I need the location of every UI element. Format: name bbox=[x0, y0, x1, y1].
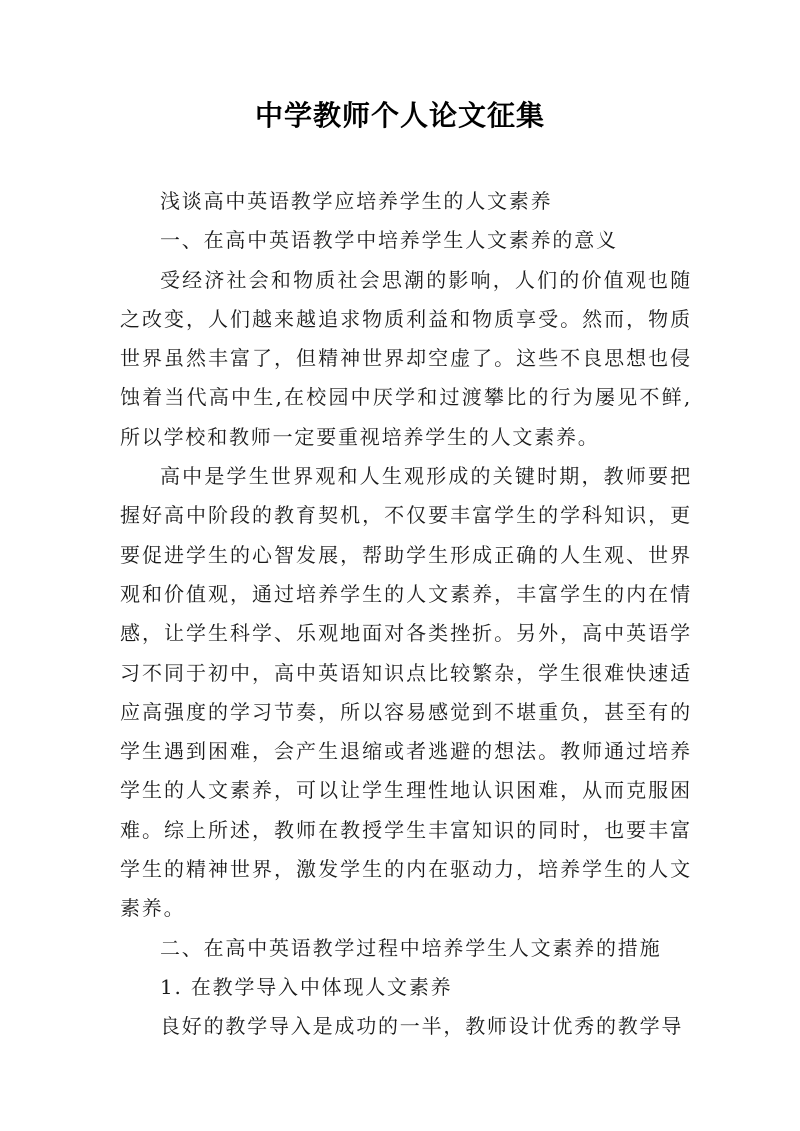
essay-title: 浅谈高中英语教学应培养学生的人文素养 bbox=[160, 189, 553, 213]
document-title: 中学教师个人论文征集 bbox=[254, 99, 545, 132]
document-body bbox=[120, 182, 692, 1047]
section-heading-1: 一、在高中英语教学中培养学生人文素养的意义 bbox=[160, 228, 618, 253]
subsection-heading-1: 1. 在教学导入中体现人文素养 bbox=[160, 974, 453, 999]
section-heading-2: 二、在高中英语教学过程中培养学生人文素养的措施 bbox=[160, 935, 662, 960]
paragraph-2: 高中是学生世界观和人生观形成的关键时期，教师要把握好高中阶段的教育契机，不仅要丰富学生的学科知识，更要促进学生的心智发展，帮助学生形成正确的人生观、世界观和价值观，通过培养学生的人文素养，丰富学生的内在情感，让学生科学、乐观地面对各类挫折。另外，高中英语学习不同于初中，高中英语知识点比较繁杂，学生很难快速适应高强度的学习节奏，所以容易感觉到不堪重负，甚至有的学生遇到困难，会产生退缩或者逃避的想法。教师通过培养学生的人文素养，可以让学生理性地认识困难，从而克服困难。综上所述，教师在教授学生丰富知识的同时，也要丰富学生的精神世界，激发学生的内在驱动力，培养学生的人文素养。 bbox=[120, 464, 692, 921]
paragraph-3: 良好的教学导入是成功的一半，教师设计优秀的教学导 bbox=[160, 1014, 684, 1039]
paragraph-1: 受经济社会和物质社会思潮的影响，人们的价值观也随之改变，人们越来越追求物质利益和物质享受。然而，物质世界虽然丰富了，但精神世界却空虚了。这些不良思想也侵蚀着当代高中生,在校园中厌学和过渡攀比的行为屡见不鲜,所以学校和教师一定要重视培养学生的人文素养。 bbox=[120, 267, 692, 449]
